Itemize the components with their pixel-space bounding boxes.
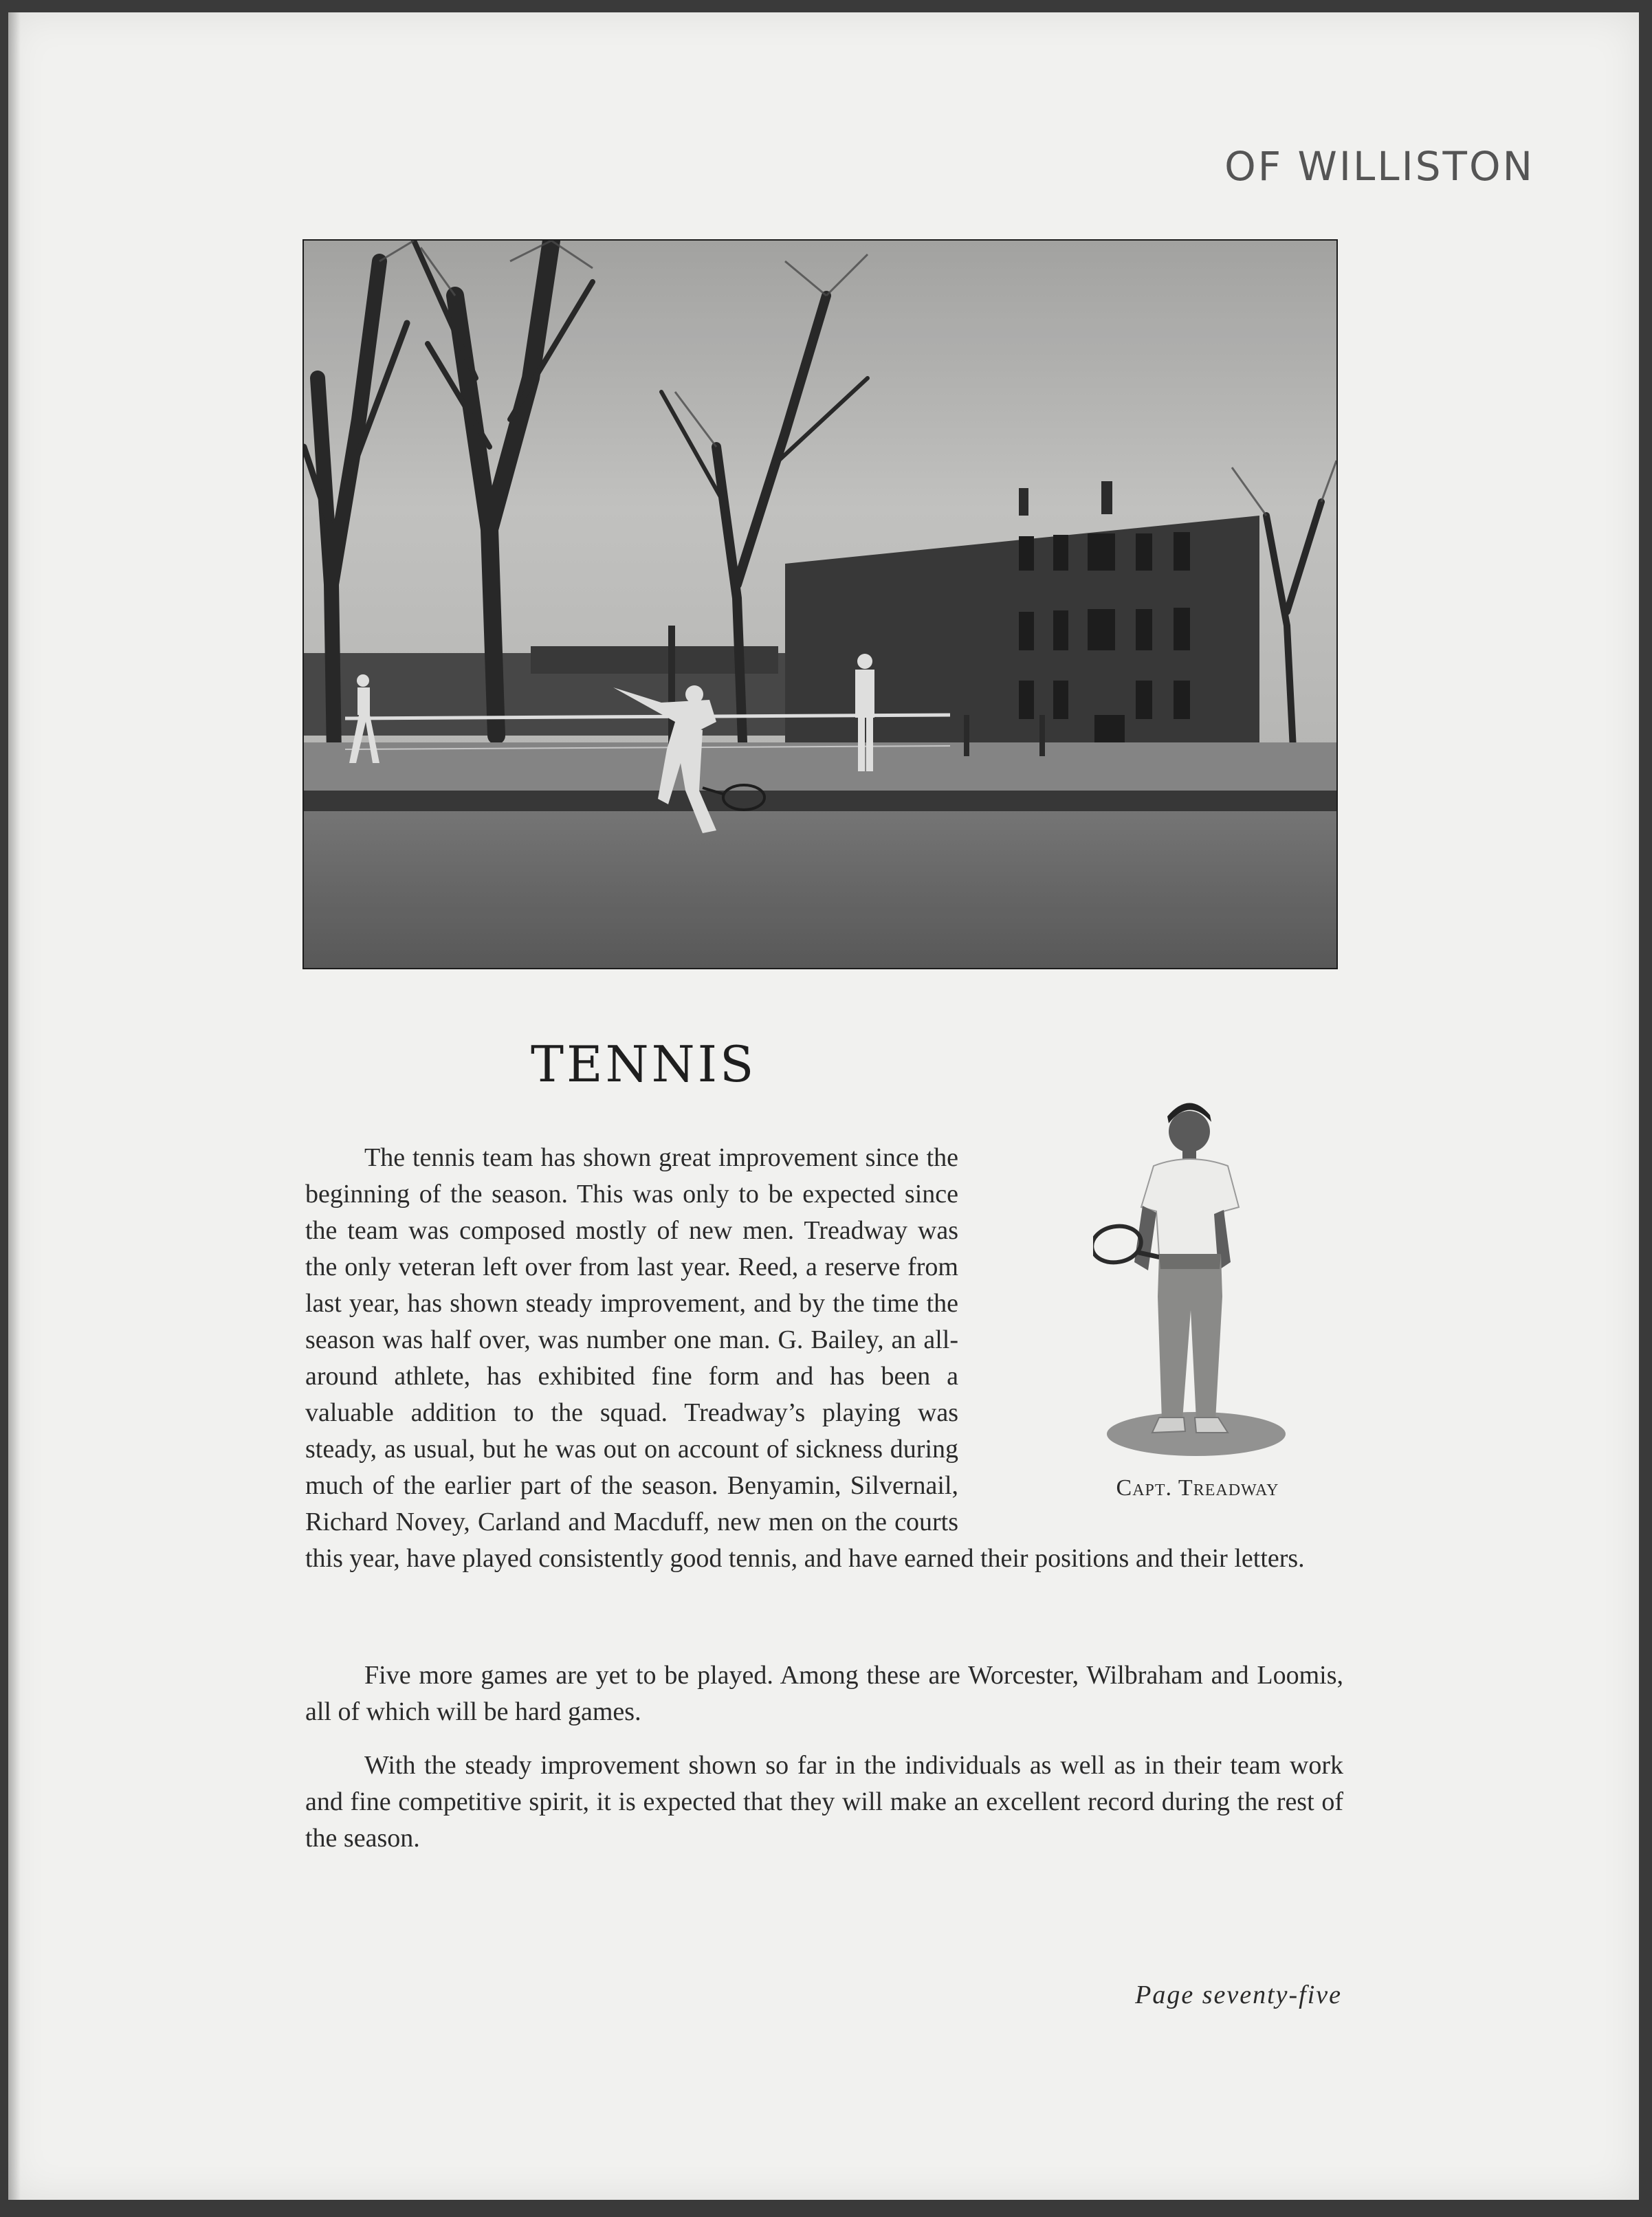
article-paragraph-1: The tennis team has shown great improvement since the beginning of the season. This was only to be expected since the team was composed mostly of new men. Treadway was the only veteran left over from last year. Reed, a reserve from last year, has shown steady improvement, and by the time the season was half over, was number one man. G. Bailey, an all-around athlete, has exhibited fine form and has been a valuable addition to the squad. Treadway’s playing was steady, as usual, but he was out on account of sickness during much of the earlier part of the season. Benyamin, Silvernail, Richard Novey, Carland and Macduff, new men on the courts this year, have played consistently good tennis, and have earned their positions and their letters. [305,1143,1305,1573]
tennis-court-photo [302,239,1338,969]
article-title: TENNIS [531,1035,757,1093]
portrait-caption: Capt. Treadway [1116,1475,1279,1501]
tennis-court-photo-image [304,241,1336,968]
binding-shadow [8,12,21,2200]
article-paragraph-2: Five more games are yet to be played. Among these are Worcester, Wilbraham and Loomis, all of which will be hard games. [305,1661,1343,1726]
yearbook-page [8,12,1639,2200]
page-number: Page seventy-five [1135,1981,1342,2009]
article-paragraph-3: With the steady improvement shown so far in the individuals as well as in their team work and fine competitive spirit, it is expected that they will make an excellent record during the rest of the season. [305,1751,1343,1853]
running-head: OF WILLISTON [1224,143,1534,190]
